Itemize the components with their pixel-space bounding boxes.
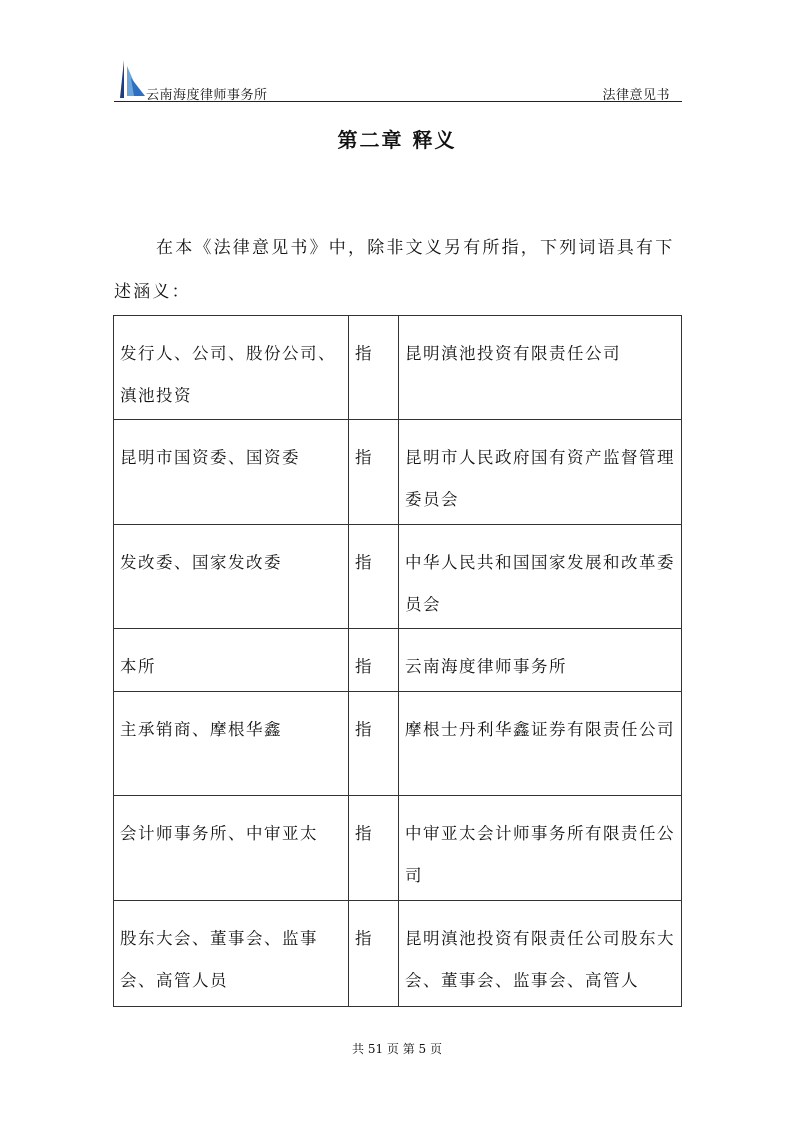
table-row bbox=[114, 525, 682, 629]
table-row bbox=[114, 420, 682, 525]
refers-to-cell: 指 bbox=[349, 901, 399, 1007]
firm-logo-icon bbox=[118, 58, 146, 100]
term-cell: 昆明市国资委、国资委 bbox=[114, 420, 349, 525]
meaning-cell: 昆明市人民政府国有资产监督管理委员会 bbox=[399, 420, 682, 525]
table-row bbox=[114, 692, 682, 796]
intro-paragraph: 在本《法律意见书》中，除非文义另有所指，下列词语具有下述涵义： bbox=[114, 238, 675, 302]
chapter-title: 第二章 释义 bbox=[337, 128, 457, 152]
term-cell: 发行人、公司、股份公司、滇池投资 bbox=[114, 316, 349, 420]
meaning-cell: 云南海度律师事务所 bbox=[399, 629, 682, 692]
page-header bbox=[114, 56, 682, 102]
page-footer: 共 51 页 第 5 页 bbox=[352, 1042, 442, 1056]
meaning-cell: 中审亚太会计师事务所有限责任公司 bbox=[399, 796, 682, 901]
meaning-cell: 昆明滇池投资有限责任公司股东大会、董事会、监事会、高管人 bbox=[399, 901, 682, 1007]
table-row bbox=[114, 796, 682, 901]
table-row bbox=[114, 901, 682, 1007]
refers-to-cell: 指 bbox=[349, 525, 399, 629]
refers-to-cell: 指 bbox=[349, 420, 399, 525]
refers-to-cell: 指 bbox=[349, 629, 399, 692]
firm-name: 云南海度律师事务所 bbox=[146, 88, 268, 103]
refers-to-cell: 指 bbox=[349, 796, 399, 901]
term-cell: 发改委、国家发改委 bbox=[114, 525, 349, 629]
refers-to-cell: 指 bbox=[349, 692, 399, 796]
refers-to-cell: 指 bbox=[349, 316, 399, 420]
table-row bbox=[114, 629, 682, 692]
meaning-cell: 中华人民共和国国家发展和改革委员会 bbox=[399, 525, 682, 629]
term-cell: 主承销商、摩根华鑫 bbox=[114, 692, 349, 796]
meaning-cell: 摩根士丹利华鑫证券有限责任公司 bbox=[399, 692, 682, 796]
term-cell: 股东大会、董事会、监事会、高管人员 bbox=[114, 901, 349, 1007]
document-type: 法律意见书 bbox=[602, 88, 670, 103]
definitions-table bbox=[113, 315, 682, 1007]
table-row bbox=[114, 316, 682, 420]
meaning-cell: 昆明滇池投资有限责任公司 bbox=[399, 316, 682, 420]
term-cell: 本所 bbox=[114, 629, 349, 692]
term-cell: 会计师事务所、中审亚太 bbox=[114, 796, 349, 901]
